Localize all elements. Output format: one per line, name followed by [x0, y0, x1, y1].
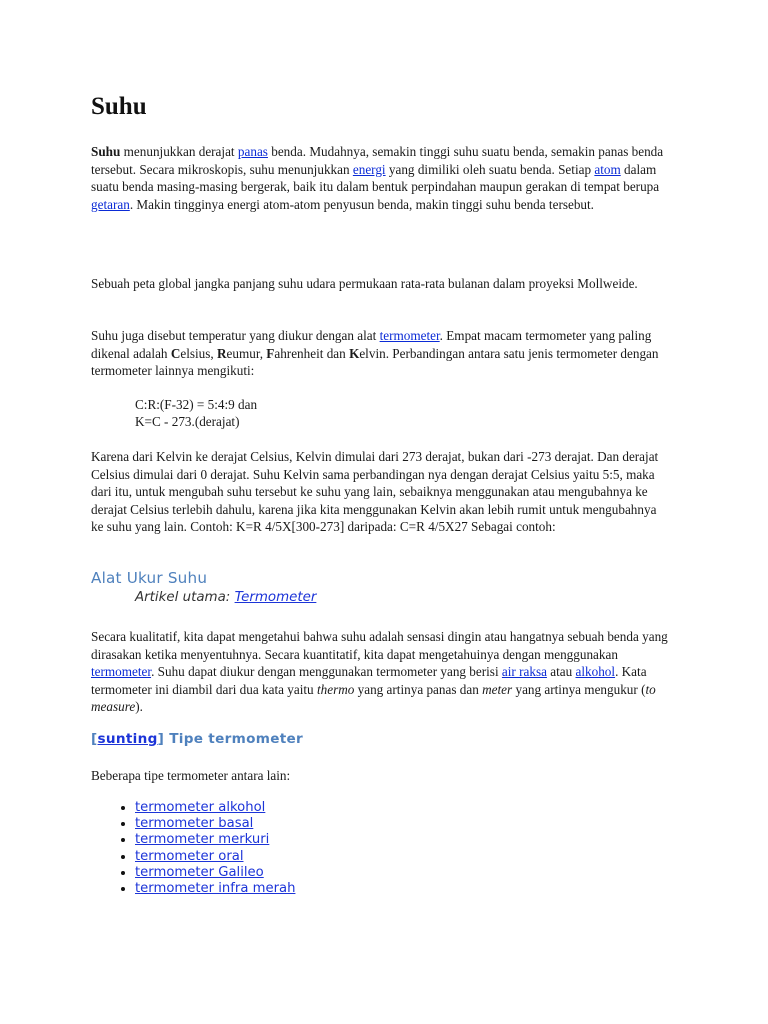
- link-termometer-infra-merah[interactable]: termometer infra merah: [135, 881, 296, 897]
- list-item: [135, 849, 295, 865]
- link-termometer-galileo[interactable]: termometer Galileo: [135, 864, 264, 880]
- main-article-note: Artikel utama: Termometer: [135, 590, 317, 605]
- kelvin-paragraph: Karena dari Kelvin ke derajat Celsius, Kelvin dimulai dari 273 derajat, bukan dari -273 derajat. Dan derajat Celsius dimulai dari 0 derajat. Suhu Kelvin sama perbandingan nya dengan derajat Celsius yaitu 5:5, maka dari itu, untuk mengubah suhu tersebut ke suhu yang lain, sebaiknya menggunakan atau mengubahnya ke derajat Celsius terlebih dahulu, karena jika kita menggunakan Kelvin akan lebih rumit untuk mengubahnya ke suhu yang lain. Contoh: K=R 4/5X[300-273] daripada: C=R 4/5X27 Sebagai contoh:: [91, 449, 659, 535]
- link-air-raksa[interactable]: air raksa: [501, 664, 547, 680]
- link-termometer-basal[interactable]: termometer basal: [135, 816, 254, 832]
- list-item: [135, 832, 295, 848]
- alat-ukur-paragraph: Secara kualitatif, kita dapat mengetahui bahwa suhu adalah sensasi dingin atau hangatnya sebuah benda yang dirasakan ketika menyentuhnya. Secara kuantitatif, kita dapat mengetahuinya dengan menggunakan termometer. Suhu dapat diukur dengan menggunakan termometer yang berisi air raksa atau alkohol. Kata termometer ini diambil dari dua kata yaitu thermo yang artinya panas dan meter yang artinya mengukur (to measure).: [91, 629, 668, 715]
- link-main-article-termometer[interactable]: Termometer: [234, 590, 317, 605]
- edit-section-link[interactable]: sunting: [97, 731, 158, 747]
- list-item: [135, 800, 295, 816]
- link-getaran[interactable]: getaran: [91, 196, 130, 212]
- link-atom[interactable]: atom: [594, 161, 621, 177]
- link-alkohol[interactable]: alkohol: [575, 664, 616, 680]
- bold-term-suhu: Suhu: [91, 144, 121, 159]
- list-item: [135, 816, 295, 832]
- temperature-paragraph: Suhu juga disebut temperatur yang diukur dengan alat termometer. Empat macam termometer yang paling dikenal adalah Celsius, Reumur, Fahrenheit dan Kelvin. Perbandingan antara satu jenis termometer dengan termometer lainnya mengikuti:: [91, 328, 659, 379]
- list-item: [135, 881, 295, 897]
- formula-line-2: K=C - 273.(derajat): [135, 414, 240, 429]
- image-caption: Sebuah peta global jangka panjang suhu udara permukaan rata-rata bulanan dalam proyeksi Mollweide.: [91, 276, 638, 291]
- list-item: [135, 865, 295, 881]
- link-termometer-alkohol[interactable]: termometer alkohol: [135, 800, 266, 815]
- link-panas[interactable]: panas: [237, 144, 268, 159]
- page-title: Suhu: [91, 93, 147, 120]
- section-heading-tipe-termometer: [sunting] Tipe termometer: [91, 731, 304, 747]
- section-heading-alat-ukur-suhu: Alat Ukur Suhu: [91, 569, 208, 587]
- tipe-intro: Beberapa tipe termometer antara lain:: [91, 768, 291, 783]
- link-termometer-merkuri[interactable]: termometer merkuri: [135, 832, 270, 848]
- link-termometer-2[interactable]: termometer: [91, 664, 152, 680]
- link-termometer[interactable]: termometer: [379, 328, 440, 343]
- intro-paragraph: Suhu menunjukkan derajat panas benda. Mudahnya, semakin tinggi suhu suatu benda, semakin panas benda tersebut. Secara mikroskopis, suhu menunjukkan energi yang dimiliki oleh suatu benda. Setiap atom dalam suatu benda masing-masing bergerak, baik itu dalam bentuk perpindahan maupun gerakan di tempat berupa getaran. Makin tingginya energi atom-atom penyusun benda, makin tinggi suhu benda tersebut.: [91, 144, 664, 212]
- formula-line-1: C:R:(F-32) = 5:4:9 dan: [135, 397, 258, 412]
- link-termometer-oral[interactable]: termometer oral: [135, 848, 244, 864]
- thermometer-type-list: [113, 800, 295, 897]
- link-energi[interactable]: energi: [352, 161, 386, 177]
